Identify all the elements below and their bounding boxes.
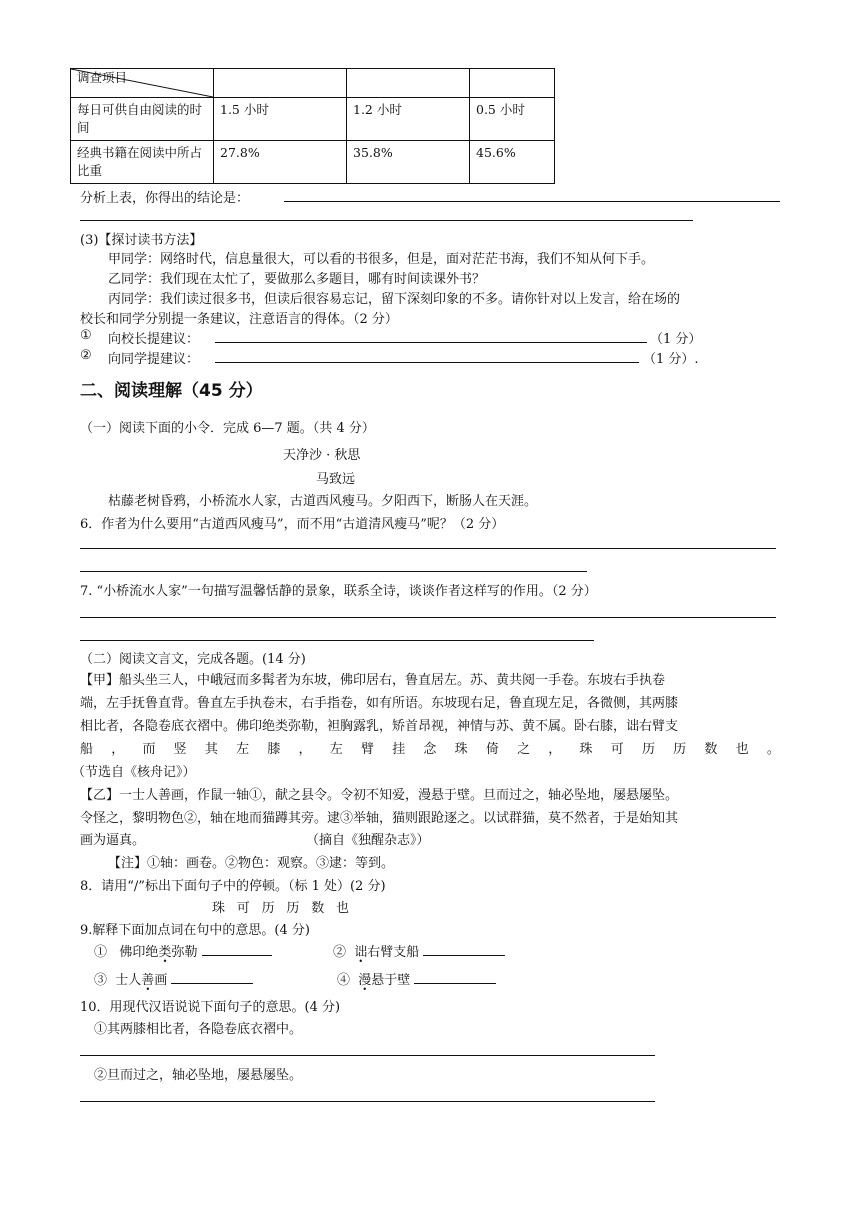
passage-char: ， bbox=[298, 742, 312, 757]
dotted-char: 善 bbox=[141, 973, 155, 988]
q3-s1-score: （1 分） bbox=[650, 332, 702, 347]
passage-char: 念 bbox=[423, 742, 437, 757]
sentence-char: 历 bbox=[261, 901, 275, 916]
passage-char: 倚 bbox=[485, 742, 499, 757]
item-text: 佛印绝 bbox=[119, 945, 159, 960]
answer-line[interactable] bbox=[80, 1101, 655, 1102]
answer-blank[interactable] bbox=[171, 971, 253, 984]
sentence-char: 数 bbox=[311, 901, 325, 916]
section-title: 二、阅读理解（45 分） bbox=[80, 381, 263, 401]
table-cell: 1.2 小时 bbox=[347, 98, 470, 141]
poem-title: 天净沙 · 秋思 bbox=[283, 448, 361, 463]
passage-char: 左 bbox=[236, 742, 250, 757]
table-cell: 27.8% bbox=[214, 141, 347, 184]
corner-header-cell bbox=[71, 69, 214, 98]
sentence-char: 可 bbox=[236, 901, 250, 916]
table-cell bbox=[347, 69, 470, 98]
passage-jia-source: （节选自《核舟记》） bbox=[72, 765, 196, 780]
q9-item bbox=[337, 969, 496, 988]
table-cell: 0.5 小时 bbox=[470, 98, 555, 141]
passage-char: 挂 bbox=[392, 742, 406, 757]
analysis-prompt: 分析上表，你得出的结论是： bbox=[80, 191, 250, 206]
q10-sentence-1: ①其两膝相比者，各隐卷底衣褶中。 bbox=[94, 1022, 303, 1037]
answer-blank[interactable] bbox=[414, 971, 496, 984]
sentence-char: 也 bbox=[335, 901, 349, 916]
row-label: 每日可供自由阅读的时间 bbox=[71, 98, 214, 141]
question-7: 7. “小桥流水人家”一句描写温馨恬静的景象，联系全诗，谈谈作者这样写的作用。（2 分） bbox=[80, 584, 597, 599]
passage-jia-line: 相比者，各隐卷底衣褶中。佛印绝类弥勒，袒胸露乳，矫首昂视，神情与苏、黄不属。卧右膝，诎右臂支 bbox=[80, 719, 679, 734]
sentence-char: 历 bbox=[286, 901, 300, 916]
survey-table bbox=[70, 68, 555, 184]
passage-char: ， bbox=[111, 742, 125, 757]
corner-label: 调查项目 bbox=[77, 70, 128, 85]
q3-heading: (3)【探讨读书方法】 bbox=[80, 233, 203, 248]
q3-bing: 丙同学：我们读过很多书，但读后很容易忘记，留下深刻印象的不多。请你针对以上发言，给在场的 bbox=[108, 292, 681, 307]
question-8: 8．请用“/”标出下面句子中的停顿。（标 1 处）(2 分) bbox=[80, 879, 386, 894]
table-cell: 1.5 小时 bbox=[214, 98, 347, 141]
passage-char: 其 bbox=[204, 742, 218, 757]
passage-char: 珠 bbox=[579, 742, 593, 757]
table-cell bbox=[470, 69, 555, 98]
answer-blank[interactable] bbox=[423, 943, 505, 956]
passage-char: 。 bbox=[766, 742, 780, 757]
item-number: ② bbox=[333, 945, 347, 960]
answer-line[interactable] bbox=[284, 201, 780, 202]
q3-yi: 乙同学：我们现在太忙了，要做那么多题目，哪有时间读课外书？ bbox=[108, 272, 486, 287]
q3-s2-num: ② bbox=[80, 348, 92, 363]
passage-jia-line: 端，左手抚鲁直背。鲁直左手执卷末，右手指卷，如有所语。东坡现右足，鲁直现左足，各微侧，其两膝 bbox=[80, 696, 679, 711]
passage-char: 左 bbox=[329, 742, 343, 757]
table-cell bbox=[214, 69, 347, 98]
poem-author: 马致远 bbox=[316, 472, 356, 487]
table-row bbox=[71, 69, 555, 98]
passage-char: 历 bbox=[673, 742, 687, 757]
answer-line[interactable] bbox=[80, 640, 594, 641]
item-text: 画 bbox=[154, 973, 168, 988]
passage-char: 也 bbox=[735, 742, 749, 757]
q9-item bbox=[333, 941, 505, 960]
item-text: 右臂支船 bbox=[367, 945, 420, 960]
dotted-char: 类 bbox=[158, 945, 172, 960]
annotation-note: 【注】①轴：画卷。②物色：观察。③逮：等到。 bbox=[108, 856, 395, 871]
item-number: ① bbox=[94, 945, 108, 960]
item-text: 士人 bbox=[115, 973, 142, 988]
passage-jia-line: 【甲】船头坐三人，中峨冠而多髯者为东坡，佛印居右，鲁直居左。苏、黄共阅一手卷。东坡右手执卷 bbox=[80, 673, 666, 688]
answer-line[interactable] bbox=[80, 617, 776, 618]
passage-char: 膝 bbox=[267, 742, 281, 757]
passage-char: 珠 bbox=[454, 742, 468, 757]
passage-yi-line: 画为逼真。 bbox=[80, 833, 146, 848]
passage-char: 船 bbox=[80, 742, 94, 757]
answer-line[interactable] bbox=[80, 571, 587, 572]
q10-sentence-2: ②旦而过之，轴必坠地，屡悬屡坠。 bbox=[94, 1068, 303, 1083]
passage-char: 数 bbox=[704, 742, 718, 757]
q3-s1-num: ① bbox=[80, 328, 92, 343]
sentence-char: 珠 bbox=[212, 901, 226, 916]
q3-s1-label: 向校长提建议： bbox=[108, 332, 200, 347]
table-cell: 45.6% bbox=[470, 141, 555, 184]
passage-char: 可 bbox=[610, 742, 624, 757]
answer-line[interactable] bbox=[80, 548, 776, 549]
answer-line[interactable] bbox=[215, 362, 639, 363]
passage-char: 历 bbox=[641, 742, 655, 757]
passage-yi-source: （摘自《独醒杂志》） bbox=[306, 833, 430, 848]
dotted-char: 诎 bbox=[354, 945, 368, 960]
passage-yi-line: 【乙】一士人善画，作鼠一轴①，献之县令。令初不知爱，漫悬于壁。旦而过之，轴必坠地，屡悬屡坠。 bbox=[80, 788, 679, 803]
part1-intro: （一）阅读下面的小令．完成 6—7 题。（共 4 分） bbox=[80, 421, 375, 436]
q3-bing-cont: 校长和同学分别提一条建议，注意语言的得体。（2 分） bbox=[80, 312, 398, 327]
answer-line[interactable] bbox=[215, 342, 647, 343]
question-10: 10．用现代汉语说说下面句子的意思。(4 分) bbox=[80, 1000, 341, 1015]
item-text: 弥勒 bbox=[171, 945, 198, 960]
pause-sentence[interactable] bbox=[212, 897, 349, 916]
q9-item bbox=[94, 941, 272, 960]
passage-jia-line-justified bbox=[80, 738, 780, 757]
question-9: 9.解释下面加点词在句中的意思。(4 分) bbox=[80, 923, 310, 938]
answer-line[interactable] bbox=[80, 220, 693, 221]
passage-char: 之 bbox=[517, 742, 531, 757]
item-text: 悬于壁 bbox=[371, 973, 411, 988]
item-number: ③ bbox=[94, 973, 108, 988]
table-row bbox=[71, 98, 555, 141]
q3-s2-label: 向同学提建议： bbox=[108, 352, 200, 367]
question-6: 6．作者为什么要用“古道西风瘦马”，而不用“古道清风瘦马”呢？（2 分） bbox=[80, 517, 505, 532]
poem-text: 枯藤老树昏鸦，小桥流水人家，古道西风瘦马。夕阳西下，断肠人在天涯。 bbox=[108, 494, 538, 509]
q3-s2-score: （1 分）. bbox=[643, 352, 699, 367]
passage-char: ， bbox=[548, 742, 562, 757]
passage-char: 竖 bbox=[173, 742, 187, 757]
passage-char: 而 bbox=[142, 742, 156, 757]
part2-intro: （二）阅读文言文，完成各题。(14 分) bbox=[80, 652, 306, 667]
answer-line[interactable] bbox=[80, 1055, 655, 1056]
q9-item bbox=[94, 969, 253, 988]
row-label: 经典书籍在阅读中所占比重 bbox=[71, 141, 214, 184]
answer-blank[interactable] bbox=[202, 943, 272, 956]
q3-jia: 甲同学：网络时代，信息量很大，可以看的书很多，但是，面对茫茫书海，我们不知从何下手。 bbox=[108, 252, 655, 267]
item-number: ④ bbox=[337, 973, 351, 988]
passage-yi-line: 令怪之，黎明物色②，轴在地而猫蹲其旁。逮③举轴，猫则跟跄逐之。以试群猫，莫不然者，于是始知其 bbox=[80, 811, 679, 826]
table-row bbox=[71, 141, 555, 184]
dotted-char: 漫 bbox=[358, 973, 372, 988]
table-cell: 35.8% bbox=[347, 141, 470, 184]
passage-char: 臂 bbox=[360, 742, 374, 757]
